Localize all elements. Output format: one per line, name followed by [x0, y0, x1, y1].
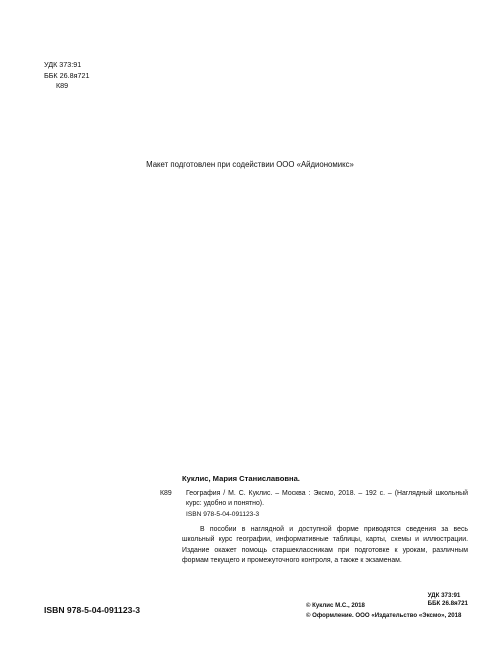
isbn-main: ISBN 978-5-04-091123-3	[44, 605, 141, 615]
copyright-block	[306, 601, 461, 620]
makeup-note: Макет подготовлен при содействии ООО «Айдиономикс»	[146, 160, 354, 169]
author-mark: К89	[56, 81, 69, 90]
copyright-author: © Куклис М.С., 2018	[306, 602, 365, 609]
card-udc: УДК 373:91	[427, 592, 461, 599]
copyright-design: © Оформление. ООО «Издательство «Эксмо», 2018	[306, 611, 462, 619]
card-author-heading: Куклис, Мария Станиславовна.	[182, 474, 300, 483]
card-abstract: В пособии в наглядной и доступной форме приводятся сведения за весь школьный курс географии, информативные таблицы, карты, схемы и иллюстрации. Издание окажет помощь старшеклассникам при подготовке к урокам, различным формам текущего и промежуточного контроля, а также к экзаменам.	[182, 526, 468, 564]
card-author-mark: К89	[160, 490, 172, 497]
udc-code: УДК 373:91	[44, 60, 82, 69]
bbk-code: ББК 26.8я721	[44, 70, 90, 80]
card-bbk: ББК 26.8я721	[427, 600, 468, 608]
top-classification-block	[44, 60, 90, 92]
card-isbn: ISBN 978-5-04-091123-3	[186, 511, 260, 518]
card-bibliographic-entry: География / М. С. Куклис. – Москва : Эксмо, 2018. – 192 с. – (Наглядный школьный курс: удобно и понятно).	[186, 490, 468, 508]
